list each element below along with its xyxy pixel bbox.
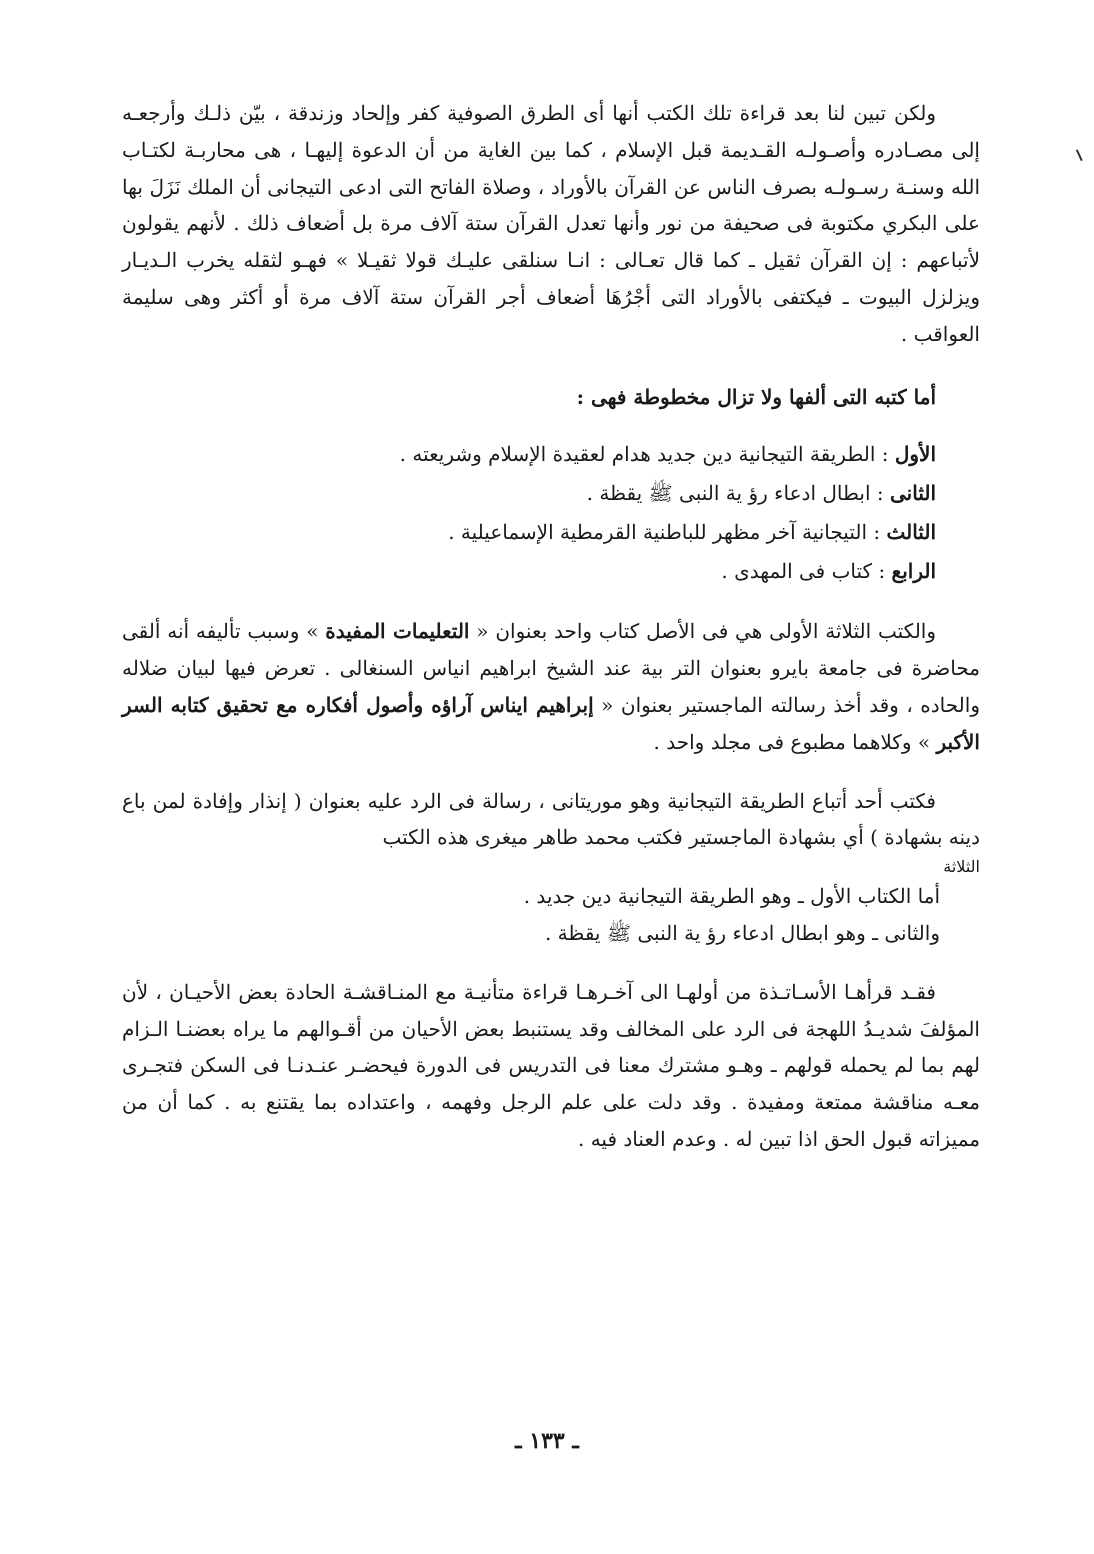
title-thesis: إبراهيم ايناس آراؤه وأصول أفكاره مع تحقيق كتابه السر الأكبر <box>122 692 980 754</box>
book-text: : التيجانية آخر مظهر للباطنية القرمطية الإسماعيلية . <box>448 520 881 545</box>
p2-part-a: والكتب الثلاثة الأولى هي فى الأصل كتاب واحد بعنوان « <box>469 619 937 644</box>
books-heading: أما كتبه التى ألفها ولا تزال مخطوطة فهى : <box>576 384 936 409</box>
book-text: : ابطال ادعاء رؤ ية النبى ﷺ يقظة . <box>586 481 884 506</box>
paragraph-response-tail: الثلاثة <box>943 857 980 877</box>
title-talimat: التعليمات المفيدة <box>325 619 470 644</box>
paragraph-books-origin <box>122 613 980 760</box>
page-number: ـ ١٣٣ ـ <box>515 1428 579 1454</box>
paragraph-response: فكتب أحد أتباع الطريقة التيجانية وهو موريتانى ، رسالة فى الرد عليه بعنوان ( إنذار وإفادة لمن باع دينه بشهادة ) أي بشهادة الماجستير فكتب محمد طاهر ميغرى هذه الكتب <box>122 788 980 850</box>
book-label: الرابع <box>891 559 936 584</box>
page-body <box>122 95 980 1158</box>
book-text: : كتاب فى المهدى . <box>721 559 886 584</box>
margin-mark <box>1076 147 1088 161</box>
book-text: : الطريقة التيجانية دين جديد هدام لعقيدة الإسلام وشريعته . <box>399 442 889 467</box>
p2-part-c: » وسبب تأليفه أنه ألقى محاضرة فى جامعة بايرو بعنوان التر بية عند الشيخ ابراهيم انياس السنغالى . تعرض فيها لبيان ضلاله والحاده ، وقد أخذ رسالته الماجستير بعنوان « <box>122 619 980 717</box>
paragraph-reading: فقـد قرأهـا الأسـاتـذة من أولهـا الى آخـرهـا قراءة متأنيـة مع المنـاقشـة الحادة بعض الأحيـان ، لأن المؤلفَ شديـدُ اللهجة فى الرد على المخالف وقد يستنبط بعض الأحيان من أقـوالهم ما يراه بعضنـا الـزام لهم بما لم يحمله قولهم ـ وهـو مشترك معنا فى التدريس فى الدورة فيحضـر عنـدنـا فى السكن فتجـرى معـه مناقشة ممتعة ومفيدة . وقد دلت على علم الرجل وفهمه ، واعتداده بما يقتنع به . كما أن من مميزاته قبول الحق اذا تبين له . وعدم العناد فيه . <box>122 979 980 1151</box>
book-item <box>122 552 936 591</box>
book-label: الأول <box>894 442 936 467</box>
book-label: الثالث <box>886 520 936 545</box>
book-item <box>122 435 936 474</box>
response-line: والثانى ـ وهو ابطال ادعاء رؤ ية النبى ﷺ يقظة . <box>544 920 940 945</box>
books-list <box>122 435 980 591</box>
paragraph-intro: ولكن تبين لنا بعد قراءة تلك الكتب أنها أى الطرق الصوفية كفر وإلحاد وزندقة ، بيّن ذلـك وأرجعـه إلى مصـادره وأصـولـه القـديمة قبل الإسلام ، كما بين الغاية من أن الدعوة إليهـا ، هى محاربـة لكتـاب الله وسنـة رسـولـه بصرف الناس عن القرآن بالأوراد ، وصلاة الفاتح التى ادعى التيجانى أن الملك نَزَلَ بها على البكري مكتوبة فى صحيفة من نور وأنها تعدل القرآن ستة آلاف مرة بل أضعاف ذلك . لأنهم يقولون لأتباعهم : إن القرآن ثقيل ـ كما قال تعـالى : انـا سنلقى عليـك قولا ثقيـلا » فهـو لثقله يخرب الـديـار ويزلزل البيوت ـ فيكتفى بالأوراد التى أجْرُهَا أضعاف أجر القرآن ستة آلاف مرة أو أكثر وهى سليمة العواقب . <box>122 101 980 346</box>
response-line: أما الكتاب الأول ـ وهو الطريقة التيجانية دين جديد . <box>523 884 940 909</box>
book-label: الثانى <box>889 481 936 506</box>
book-item <box>122 513 936 552</box>
response-lines <box>122 878 980 952</box>
p2-part-e: » وكلاهما مطبوع فى مجلد واحد . <box>653 729 937 754</box>
book-item <box>122 474 936 513</box>
